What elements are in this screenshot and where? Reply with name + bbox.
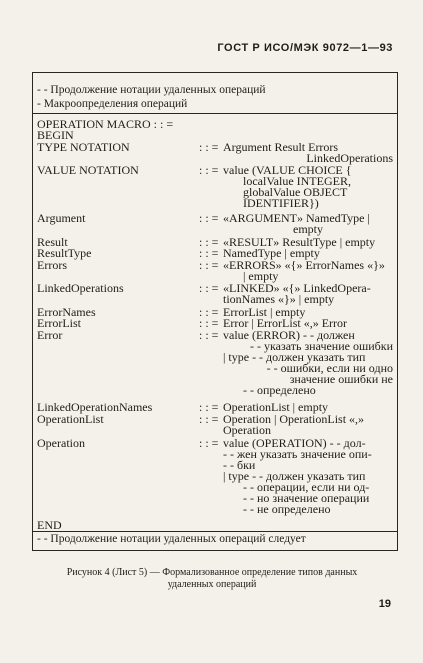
page-number: 19 [378, 598, 391, 610]
rule-name: BEGIN [37, 128, 74, 142]
definition-line: ErrorList | empty [223, 305, 306, 319]
rule-name: OperationList [37, 412, 104, 426]
rule-operator: : : = [199, 412, 219, 426]
definition-line: value (OPERATION) - - дол- [223, 436, 366, 450]
rule-operator: : : = [199, 281, 219, 295]
rule-name: LinkedOperations [37, 281, 124, 295]
figure-caption [40, 567, 384, 591]
definition-line: - - операции, если ни од- [243, 480, 370, 494]
definition-line: | empty [243, 269, 279, 283]
rule-name: ResultType [37, 246, 92, 260]
rule-name: Argument [37, 211, 86, 225]
definition-line: globalValue OBJECT [243, 185, 348, 199]
page-header: ГОСТ Р ИСО/МЭК 9072—1—93 [217, 42, 393, 54]
comment-macro-definitions: - Макроопределения операций [37, 98, 188, 110]
definition-line: IDENTIFIER}) [243, 196, 319, 210]
rule-definition [223, 283, 393, 305]
definition-line: | type - - должен указать тип [223, 350, 366, 364]
rule-name: ErrorList [37, 316, 81, 330]
rule-name: END [37, 518, 62, 532]
definition-line: | type - - должен указать тип [223, 469, 366, 483]
rule-name: Result [37, 235, 68, 249]
rule-operator: : : = [199, 328, 219, 342]
rule-name: LinkedOperationNames [37, 400, 153, 414]
definition-line: - - жен указать значение опи- [223, 447, 372, 461]
definition-line: value (ERROR) - - должен [223, 328, 355, 342]
rule-operator: : : = [199, 246, 219, 260]
definition-line: - - определено [243, 383, 316, 397]
rule-name: Error [37, 328, 63, 342]
rule-definition [223, 213, 393, 235]
rule-name: Operation [37, 436, 85, 450]
rule-operator: : : = [199, 140, 219, 154]
definition-line: «RESULT» ResultType | empty [223, 235, 376, 249]
rule-definition [223, 260, 393, 282]
rule-operator: : : = [199, 163, 219, 177]
definition-line: Operation | OperationList «,» [223, 412, 365, 426]
definition-line: «ERRORS» «{» ErrorNames «}» [223, 258, 385, 272]
caption-line: Рисунок 4 (Лист 5) — Формализованное определение типов данных [66, 567, 358, 578]
rule-operator: : : = [199, 305, 219, 319]
listing-frame [32, 72, 398, 551]
rule-definition [223, 438, 393, 515]
definition-line: - - не определено [243, 502, 331, 516]
caption-line: удаленных операций [167, 579, 257, 590]
rule-name: TYPE NOTATION [37, 140, 130, 154]
rule-definition [223, 414, 393, 436]
comment-continuation: - - Продолжение нотации удаленных операций [37, 84, 266, 96]
definition-line: - - ошибки, если ни одно [266, 361, 393, 375]
rule-operator: : : = [199, 316, 219, 330]
definition-line: Argument Result Errors [223, 140, 339, 154]
definition-line: «LINKED» «{» LinkedOpera- [223, 281, 371, 295]
bottom-divider [33, 531, 397, 532]
definition-line: значение ошибки не [289, 372, 393, 386]
rule-definition [223, 142, 393, 164]
rule-operator: : : = [199, 400, 219, 414]
rule-operator: : : = [199, 235, 219, 249]
definition-line: - - но значение операции [243, 491, 370, 505]
rule-name: VALUE NOTATION [37, 163, 139, 177]
definition-line: empty [293, 222, 323, 236]
definition-line: - - бки [223, 458, 256, 472]
rule-name: ErrorNames [37, 305, 96, 319]
rule-definition [223, 330, 393, 396]
rule-name: Errors [37, 258, 67, 272]
definition-line: OperationList | empty [223, 400, 329, 414]
rule-operator: : : = [199, 258, 219, 272]
rule-operator: : : = [199, 436, 219, 450]
definition-line: localValue INTEGER, [243, 174, 351, 188]
definition-line: tionNames «}» | empty [223, 292, 335, 306]
definition-line: Error | ErrorList «,» Error [223, 316, 348, 330]
definition-line: «ARGUMENT» NamedType | [223, 211, 370, 225]
rule-name: OPERATION MACRO : : = [37, 117, 174, 131]
definition-line: - - указать значение ошибки [250, 339, 393, 353]
comment-continued: - - Продолжение нотации удаленных операций следует [37, 533, 306, 545]
definition-line: LinkedOperations [306, 151, 393, 165]
definition-line: Operation [223, 423, 271, 437]
rule-definition [223, 165, 393, 209]
rule-operator: : : = [199, 211, 219, 225]
definition-line: NamedType | empty [223, 246, 320, 260]
definition-line: value (VALUE CHOICE { [223, 163, 352, 177]
top-divider [33, 113, 397, 114]
